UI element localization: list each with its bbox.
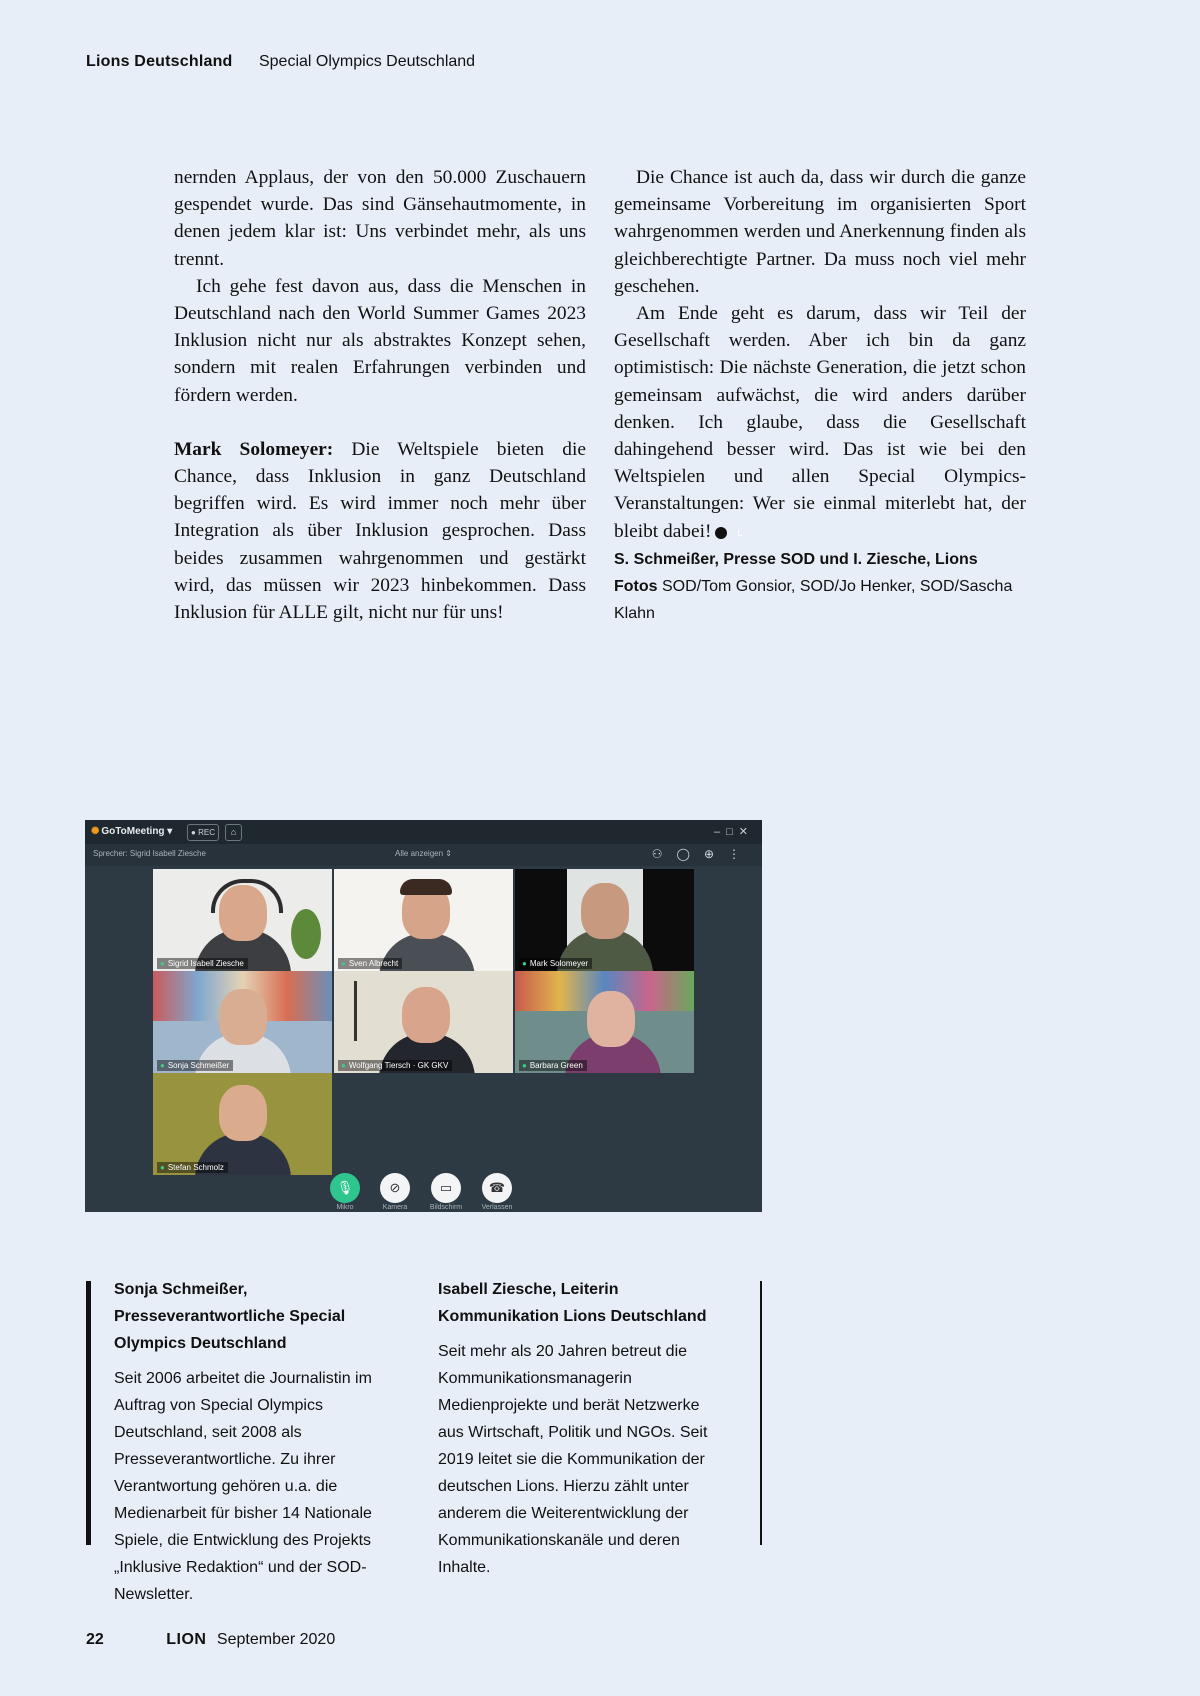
- bio-rule-left: [86, 1281, 91, 1545]
- article-paragraph-text: Am Ende geht es darum, dass wir Teil der Gesellschaft werden. Aber ich bin da ganz optimistisch: Die nächste Generation, die jetzt schon gemeinsam aufwächst, die wird anders darüber denken. Ich glaube, dass die Gesellschaft dahingehend besser wird. Das ist wie bei den Weltspielen und allen Special Olympics-Veranstaltungen: Wer sie einmal miterlebt hat, der bleibt dabei!: [614, 303, 1026, 542]
- section-name: Special Olympics Deutschland: [258, 53, 476, 70]
- article-column-left: [174, 164, 586, 626]
- author-bio-text: Seit mehr als 20 Jahren betreut die Kommunikationsmanagerin Medienprojekte und berät Netzwerke aus Wirtschaft, Politik und NGOs. Seit 2019 leitet sie die Kommunikation der deutschen Lions. Hierzu zählt unter anderem die Weiterentwicklung der Kommunikationskanäle und deren Inhalte.: [438, 1343, 708, 1576]
- photo-credits: [614, 573, 1034, 627]
- control-label: Bildschirm: [429, 1204, 463, 1211]
- participant-tile: [334, 971, 513, 1073]
- control-label: Kamera: [382, 1204, 408, 1211]
- meeting-infobar: [85, 844, 762, 866]
- microphone-icon: 🎙: [330, 1173, 360, 1203]
- participant-tile: [153, 971, 332, 1073]
- speaker-name: Mark Solomeyer:: [174, 438, 334, 460]
- meeting-tools-icons: ⚇◯⊕⋮: [651, 847, 754, 861]
- author-bio-title: Sonja Schmeißer, Presseverantwortliche Special Olympics Deutschland: [114, 1281, 346, 1352]
- participant-tile: [334, 869, 513, 971]
- participant-name: ● Wolfgang Tiersch · GK GKV: [338, 1060, 452, 1071]
- participant-tile: [153, 1073, 332, 1175]
- magazine-name: LION: [166, 1631, 207, 1648]
- article-paragraph: [614, 300, 1026, 545]
- authors: S. Schmeißer, Presse SOD und I. Ziesche, Lions: [614, 551, 978, 568]
- participant-name: ● Sonja Schmeißer: [157, 1060, 233, 1071]
- issue-date: September 2020: [216, 1631, 336, 1648]
- control-label: Verlassen: [481, 1204, 513, 1211]
- speaker-paragraph: [174, 436, 586, 626]
- photo-credits-label: Fotos: [614, 578, 658, 595]
- participant-name: ● Stefan Schmolz: [157, 1162, 228, 1173]
- author-bio-title: Isabell Ziesche, Leiterin Kommunikation Lions Deutschland: [438, 1281, 707, 1325]
- photo-credits-text: SOD/Tom Gonsior, SOD/Jo Henker, SOD/Sascha Klahn: [614, 578, 1013, 622]
- video-conference-photo: [85, 820, 762, 1212]
- author-bio: [114, 1276, 404, 1608]
- article-column-right: [614, 164, 1026, 545]
- leave-call-icon: ☎: [482, 1173, 512, 1203]
- screen-share-icon: ▭: [431, 1173, 461, 1203]
- participant-tile: [515, 869, 694, 971]
- meeting-titlebar: [85, 820, 762, 844]
- article-paragraph: nernden Applaus, der von den 50.000 Zuschauern gespendet wurde. Das sind Gänsehautmomente, in denen jedem klar ist: Uns verbindet mehr, als uns trennt.: [174, 167, 586, 270]
- author-bio: [438, 1276, 728, 1581]
- participant-name: ● Barbara Green: [519, 1060, 587, 1071]
- article-paragraph: Ich gehe fest davon aus, dass die Menschen in Deutschland nach den World Summer Games 2023 Inklusion nicht nur als abstraktes Konzept sehen, sondern mit realen Erfahrungen verbinden und fördern werden.: [174, 275, 586, 406]
- participant-name: ● Sigrid Isabell Ziesche: [157, 958, 248, 969]
- gotomeeting-logo-icon: ✺: [91, 826, 100, 837]
- control-label: Mikro: [336, 1204, 354, 1211]
- bio-rule-right: [760, 1281, 762, 1545]
- end-mark-icon: L: [715, 527, 727, 539]
- page-footer: [86, 1631, 335, 1649]
- view-selector: Alle anzeigen ⇕: [395, 849, 452, 858]
- article-credits: [614, 546, 1034, 627]
- participant-tile: [515, 971, 694, 1073]
- record-button: ● REC: [187, 824, 219, 841]
- window-controls: –□✕: [714, 826, 754, 838]
- article-paragraph: Die Chance ist auch da, dass wir durch die ganze gemeinsame Vorbereitung im organisierten Sport wahrgenommen werden und Anerkennung finden als gleichberechtigte Partner. Da muss noch viel mehr geschehen.: [614, 167, 1026, 297]
- speaker-text: Die Weltspiele bieten die Chance, dass Inklusion in ganz Deutschland begriffen wird. Es wird immer noch mehr über Integration als über Inklusion gesprochen. Dass beides zusammen wahrgenommen und gestärkt wird, das müssen wir 2023 hinbekommen. Dass Inklusion für ALLE gilt, nicht nur für uns!: [174, 438, 586, 624]
- page-number: 22: [86, 1631, 104, 1648]
- participant-tile: [153, 869, 332, 971]
- active-speaker: Sprecher: Sigrid Isabell Ziesche: [93, 849, 206, 858]
- participant-name: ● Sven Albrecht: [338, 958, 402, 969]
- lock-icon: ⌂: [225, 824, 242, 841]
- camera-off-icon: ⊘: [380, 1173, 410, 1203]
- author-bio-text: Seit 2006 arbeitet die Journalistin im Auftrag von Special Olympics Deutschland, seit 2008 als Presseverantwortliche. Zu ihrer Verantwortung gehören u.a. die Medienarbeit für bisher 14 Nationale Spiele, die Entwicklung des Projekts „Inklusive Redaktion“ und der SOD-Newsletter.: [114, 1370, 372, 1603]
- running-head: [86, 53, 475, 71]
- meeting-app-brand: ✺ GoToMeeting ▾: [91, 826, 173, 837]
- participant-name: ● Mark Solomeyer: [519, 958, 592, 969]
- publication-name: Lions Deutschland: [86, 53, 233, 70]
